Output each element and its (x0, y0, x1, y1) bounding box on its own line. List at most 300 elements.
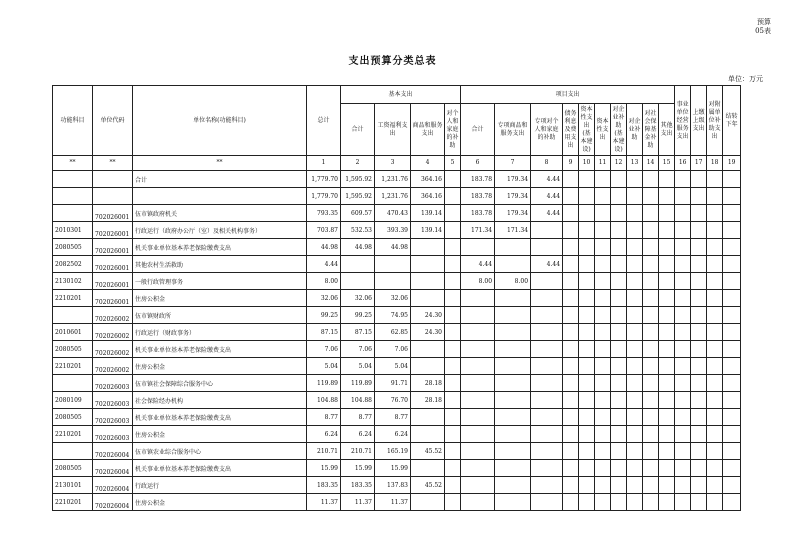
amount-cell: 4.44 (307, 256, 341, 273)
amount-cell: 91.71 (375, 375, 411, 392)
amount-cell (531, 341, 563, 358)
amount-cell (659, 256, 675, 273)
amount-cell: 15.99 (307, 460, 341, 477)
amount-cell: 45.52 (411, 443, 445, 460)
amount-cell (563, 273, 579, 290)
amount-cell (675, 205, 691, 222)
amount-cell (723, 205, 741, 222)
amount-cell (531, 426, 563, 443)
amount-cell (461, 426, 495, 443)
amount-cell (659, 494, 675, 511)
table-row (53, 358, 741, 375)
table-row (53, 443, 741, 460)
amount-cell (627, 341, 643, 358)
amount-cell (579, 171, 595, 188)
amount-cell: 210.71 (341, 443, 375, 460)
amount-cell (579, 341, 595, 358)
amount-cell: 44.98 (307, 239, 341, 256)
amount-cell (675, 409, 691, 426)
amount-cell (611, 205, 627, 222)
amount-cell (341, 256, 375, 273)
amount-cell (495, 460, 531, 477)
amount-cell (659, 375, 675, 392)
amount-cell: 8.00 (461, 273, 495, 290)
amount-cell (707, 409, 723, 426)
amount-cell (461, 409, 495, 426)
amount-cell (659, 443, 675, 460)
amount-cell (445, 222, 461, 239)
amount-cell (611, 256, 627, 273)
unit-name-cell: 住房公积金 (133, 290, 307, 307)
func-code-cell: 2080109 (53, 392, 93, 409)
amount-cell (643, 358, 659, 375)
amount-cell (595, 477, 611, 494)
amount-cell: 76.70 (375, 392, 411, 409)
amount-cell (723, 375, 741, 392)
amount-cell (563, 392, 579, 409)
amount-cell (627, 290, 643, 307)
amount-cell (691, 477, 707, 494)
amount-cell (579, 307, 595, 324)
index-cell: 12 (611, 156, 627, 171)
header-project-8: 对企业补助 (627, 104, 643, 156)
amount-cell (563, 341, 579, 358)
amount-cell: 1,595.92 (341, 171, 375, 188)
amount-cell (445, 409, 461, 426)
amount-cell: 183.78 (461, 171, 495, 188)
table-row (53, 341, 741, 358)
amount-cell (595, 324, 611, 341)
unit-code-cell: 702026003 (93, 426, 133, 443)
amount-cell (707, 358, 723, 375)
amount-cell (579, 256, 595, 273)
amount-cell (531, 409, 563, 426)
amount-cell (563, 409, 579, 426)
amount-cell (563, 188, 579, 205)
amount-cell (595, 494, 611, 511)
header-project-9: 对社会保障基金补助 (643, 104, 659, 156)
func-code-cell: 2210201 (53, 494, 93, 511)
unit-name-cell: 一般行政管理事务 (133, 273, 307, 290)
unit-name-cell: 行政运行（财政事务） (133, 324, 307, 341)
amount-cell (495, 358, 531, 375)
amount-cell (643, 239, 659, 256)
index-cell: 18 (707, 156, 723, 171)
amount-cell (531, 307, 563, 324)
amount-cell (643, 375, 659, 392)
amount-cell (461, 494, 495, 511)
header-project-3: 专项对个人和家庭的补助 (531, 104, 563, 156)
amount-cell: 1,231.76 (375, 188, 411, 205)
unit-name-cell: 伍市镇财政所 (133, 307, 307, 324)
index-cell: 2 (341, 156, 375, 171)
unit-name-cell: 机关事业单位基本养老保险缴费支出 (133, 239, 307, 256)
amount-cell (495, 426, 531, 443)
amount-cell (495, 443, 531, 460)
unit-label: 单位：万元 (728, 75, 763, 83)
amount-cell (579, 494, 595, 511)
amount-cell (675, 171, 691, 188)
amount-cell (707, 307, 723, 324)
amount-cell (723, 392, 741, 409)
amount-cell (675, 188, 691, 205)
amount-cell (707, 460, 723, 477)
header-total: 总计 (307, 86, 341, 156)
amount-cell: 74.95 (375, 307, 411, 324)
amount-cell (723, 341, 741, 358)
amount-cell (611, 307, 627, 324)
amount-cell (461, 307, 495, 324)
amount-cell (707, 494, 723, 511)
amount-cell (411, 239, 445, 256)
index-cell: 17 (691, 156, 707, 171)
amount-cell (707, 426, 723, 443)
amount-cell (611, 409, 627, 426)
table-row (53, 222, 741, 239)
amount-cell: 1,779.70 (307, 188, 341, 205)
amount-cell (375, 256, 411, 273)
table-row (53, 324, 741, 341)
amount-cell (563, 205, 579, 222)
amount-cell (643, 171, 659, 188)
amount-cell (643, 494, 659, 511)
table-row (53, 477, 741, 494)
func-code-cell (53, 307, 93, 324)
amount-cell (675, 222, 691, 239)
index-cell: 7 (495, 156, 531, 171)
unit-code-cell: 702026001 (93, 205, 133, 222)
table-row (53, 307, 741, 324)
amount-cell: 210.71 (307, 443, 341, 460)
amount-cell (659, 477, 675, 494)
header-project-2: 专项商品和服务支出 (495, 104, 531, 156)
amount-cell (531, 375, 563, 392)
amount-cell (495, 307, 531, 324)
amount-cell: 364.16 (411, 188, 445, 205)
func-code-cell: 2130102 (53, 273, 93, 290)
amount-cell (723, 324, 741, 341)
header-project-5: 资本性支出(基本建设) (579, 104, 595, 156)
amount-cell (707, 341, 723, 358)
amount-cell (659, 307, 675, 324)
amount-cell (445, 392, 461, 409)
amount-cell (595, 290, 611, 307)
amount-cell (691, 256, 707, 273)
amount-cell: 8.00 (307, 273, 341, 290)
amount-cell (691, 392, 707, 409)
index-cell: 15 (659, 156, 675, 171)
amount-cell (723, 256, 741, 273)
amount-cell (659, 409, 675, 426)
amount-cell (659, 239, 675, 256)
amount-cell: 1,595.92 (341, 188, 375, 205)
amount-cell (627, 222, 643, 239)
table-row (53, 290, 741, 307)
func-code-cell: 2210201 (53, 358, 93, 375)
table-row (53, 375, 741, 392)
header-basic-2: 工资福利支出 (375, 104, 411, 156)
amount-cell (675, 256, 691, 273)
unit-name-cell: 住房公积金 (133, 358, 307, 375)
amount-cell (723, 307, 741, 324)
amount-cell: 532.53 (341, 222, 375, 239)
table-row (53, 256, 741, 273)
amount-cell (643, 222, 659, 239)
amount-cell (495, 239, 531, 256)
amount-cell (611, 375, 627, 392)
amount-cell: 11.37 (375, 494, 411, 511)
amount-cell (531, 273, 563, 290)
amount-cell (627, 477, 643, 494)
amount-cell: 4.44 (531, 171, 563, 188)
amount-cell: 793.35 (307, 205, 341, 222)
amount-cell (675, 307, 691, 324)
amount-cell (627, 171, 643, 188)
unit-code-cell: 702026001 (93, 290, 133, 307)
amount-cell (579, 222, 595, 239)
amount-cell (461, 239, 495, 256)
amount-cell (531, 358, 563, 375)
amount-cell (445, 460, 461, 477)
amount-cell: 87.15 (341, 324, 375, 341)
amount-cell (579, 375, 595, 392)
table-row (53, 426, 741, 443)
index-cell: 4 (411, 156, 445, 171)
unit-code-cell: 702026004 (93, 443, 133, 460)
amount-cell (723, 273, 741, 290)
amount-cell (723, 494, 741, 511)
amount-cell (707, 222, 723, 239)
amount-cell: 179.34 (495, 205, 531, 222)
amount-cell (563, 290, 579, 307)
amount-cell: 32.06 (341, 290, 375, 307)
amount-cell (563, 307, 579, 324)
budget-table (52, 85, 741, 511)
amount-cell: 8.77 (375, 409, 411, 426)
index-cell: 14 (643, 156, 659, 171)
unit-name-cell: 伍市镇政府机关 (133, 205, 307, 222)
amount-cell (611, 171, 627, 188)
amount-cell: 1,231.76 (375, 171, 411, 188)
header-misc-1: 事业单位经营服务支出 (675, 86, 691, 156)
unit-code-cell: 702026004 (93, 477, 133, 494)
amount-cell: 104.88 (341, 392, 375, 409)
unit-name-cell: 行政运行（政府办公厅（室）及相关机构事务） (133, 222, 307, 239)
amount-cell (627, 188, 643, 205)
amount-cell (659, 392, 675, 409)
amount-cell (611, 239, 627, 256)
header-project-10: 其他支出 (659, 104, 675, 156)
header-project-7: 对企业补助(基本建设) (611, 104, 627, 156)
unit-code-cell: 702026001 (93, 273, 133, 290)
amount-cell (691, 273, 707, 290)
amount-cell: 24.30 (411, 307, 445, 324)
amount-cell (531, 239, 563, 256)
amount-cell: 470.43 (375, 205, 411, 222)
amount-cell: 6.24 (307, 426, 341, 443)
unit-code-cell: 702026003 (93, 409, 133, 426)
header-unit-name: 单位名称(功能科目) (133, 86, 307, 156)
amount-cell (723, 460, 741, 477)
unit-name-cell: 机关事业单位基本养老保险缴费支出 (133, 460, 307, 477)
amount-cell (579, 358, 595, 375)
header-project-1: 合计 (461, 104, 495, 156)
amount-cell (691, 171, 707, 188)
amount-cell (675, 426, 691, 443)
amount-cell: 28.18 (411, 375, 445, 392)
amount-cell (445, 171, 461, 188)
amount-cell (595, 392, 611, 409)
unit-code-cell (93, 188, 133, 205)
func-code-cell: 2080505 (53, 341, 93, 358)
amount-cell (643, 307, 659, 324)
amount-cell: 8.77 (307, 409, 341, 426)
amount-cell (495, 409, 531, 426)
index-cell: 13 (627, 156, 643, 171)
amount-cell (659, 426, 675, 443)
amount-cell (341, 273, 375, 290)
amount-cell: 104.88 (307, 392, 341, 409)
amount-cell: 364.16 (411, 171, 445, 188)
amount-cell: 139.14 (411, 205, 445, 222)
func-code-cell (53, 171, 93, 188)
index-cell: 9 (563, 156, 579, 171)
amount-cell: 183.78 (461, 188, 495, 205)
func-code-cell: 2130101 (53, 477, 93, 494)
amount-cell (643, 443, 659, 460)
func-code-cell (53, 375, 93, 392)
amount-cell (643, 341, 659, 358)
amount-cell (461, 375, 495, 392)
amount-cell (691, 375, 707, 392)
amount-cell (691, 460, 707, 477)
index-cell: 1 (307, 156, 341, 171)
func-code-cell (53, 205, 93, 222)
amount-cell (595, 409, 611, 426)
amount-cell (495, 375, 531, 392)
amount-cell: 6.24 (341, 426, 375, 443)
amount-cell (691, 324, 707, 341)
amount-cell (531, 324, 563, 341)
amount-cell (659, 171, 675, 188)
amount-cell (495, 290, 531, 307)
header-project-6: 资本性支出 (595, 104, 611, 156)
func-code-cell: 2080505 (53, 239, 93, 256)
amount-cell (707, 273, 723, 290)
amount-cell (659, 358, 675, 375)
amount-cell (563, 358, 579, 375)
amount-cell (723, 171, 741, 188)
amount-cell: 87.15 (307, 324, 341, 341)
unit-name-cell (133, 188, 307, 205)
header-basic-group: 基本支出 (341, 86, 461, 104)
func-code-cell: 2080505 (53, 409, 93, 426)
amount-cell (411, 494, 445, 511)
amount-cell (411, 290, 445, 307)
amount-cell (579, 392, 595, 409)
amount-cell (675, 290, 691, 307)
amount-cell (675, 460, 691, 477)
amount-cell: 8.00 (495, 273, 531, 290)
amount-cell (675, 239, 691, 256)
amount-cell (723, 222, 741, 239)
header-func-code: 功能科目 (53, 86, 93, 156)
amount-cell (691, 188, 707, 205)
amount-cell (461, 443, 495, 460)
func-code-cell: 2210201 (53, 290, 93, 307)
amount-cell (461, 392, 495, 409)
amount-cell (563, 171, 579, 188)
amount-cell (723, 426, 741, 443)
amount-cell (643, 477, 659, 494)
amount-cell (707, 171, 723, 188)
amount-cell (723, 409, 741, 426)
amount-cell: 139.14 (411, 222, 445, 239)
amount-cell (723, 358, 741, 375)
amount-cell (579, 460, 595, 477)
amount-cell (723, 477, 741, 494)
amount-cell (579, 324, 595, 341)
amount-cell (611, 460, 627, 477)
unit-code-cell: 702026004 (93, 460, 133, 477)
amount-cell: 28.18 (411, 392, 445, 409)
amount-cell (707, 188, 723, 205)
amount-cell: 179.34 (495, 171, 531, 188)
amount-cell (411, 460, 445, 477)
amount-cell: 11.37 (341, 494, 375, 511)
amount-cell (461, 341, 495, 358)
amount-cell (659, 460, 675, 477)
amount-cell (627, 256, 643, 273)
func-code-cell: 2010301 (53, 222, 93, 239)
amount-cell: 183.35 (341, 477, 375, 494)
amount-cell (675, 477, 691, 494)
table-row (53, 392, 741, 409)
amount-cell (627, 494, 643, 511)
table-row (53, 188, 741, 205)
amount-cell (659, 273, 675, 290)
index-cell: 11 (595, 156, 611, 171)
amount-cell (659, 188, 675, 205)
func-code-cell: 2080505 (53, 460, 93, 477)
header-misc-2: 上缴上级支出 (691, 86, 707, 156)
amount-cell (643, 324, 659, 341)
amount-cell (707, 324, 723, 341)
page-title: 支出预算分类总表 (348, 56, 437, 67)
amount-cell (461, 460, 495, 477)
amount-cell: 5.04 (341, 358, 375, 375)
amount-cell: 32.06 (307, 290, 341, 307)
amount-cell (461, 477, 495, 494)
amount-cell: 137.83 (375, 477, 411, 494)
amount-cell (611, 273, 627, 290)
amount-cell (411, 256, 445, 273)
amount-cell: 179.34 (495, 188, 531, 205)
amount-cell (531, 477, 563, 494)
amount-cell (611, 324, 627, 341)
amount-cell (563, 443, 579, 460)
amount-cell (643, 256, 659, 273)
form-number-line-1: 预算 (757, 18, 771, 26)
amount-cell (643, 290, 659, 307)
amount-cell (579, 273, 595, 290)
amount-cell (675, 358, 691, 375)
amount-cell (445, 307, 461, 324)
amount-cell (691, 307, 707, 324)
table-row (53, 171, 741, 188)
amount-cell: 4.44 (461, 256, 495, 273)
amount-cell (643, 392, 659, 409)
